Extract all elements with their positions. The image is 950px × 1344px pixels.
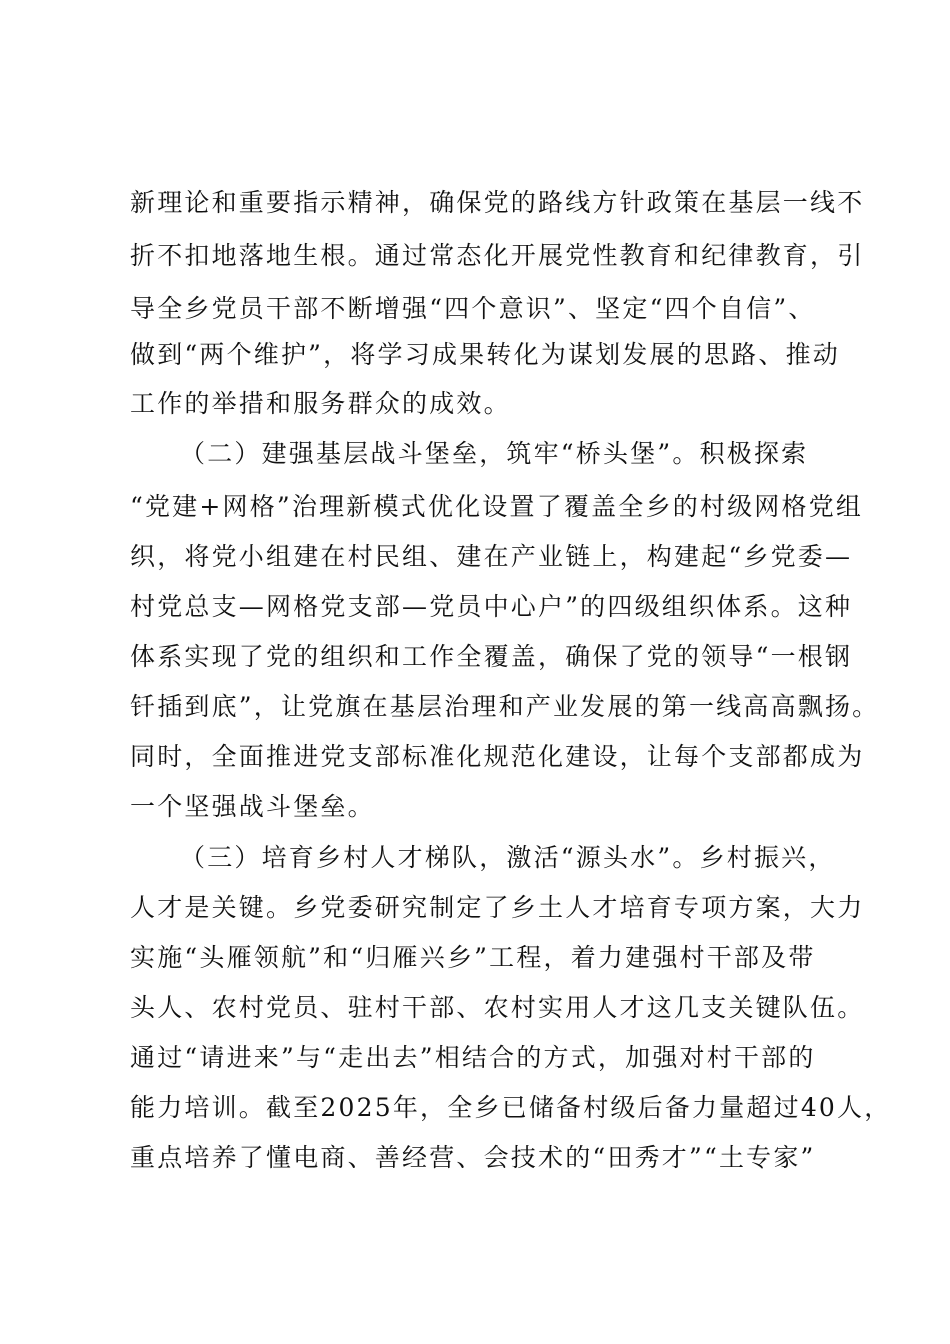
body-text-line: 同时，全面推进党支部标准化规范化建设，让每个支部都成为 (130, 742, 865, 771)
body-text-line: 能力培训。截至2025年，全乡已储备村级后备力量超过40人， (130, 1093, 892, 1122)
body-text-line: 人才是关键。乡党委研究制定了乡土人才培育专项方案，大力 (130, 893, 865, 922)
body-text-line: 一个坚强战斗堡垒。 (130, 792, 375, 821)
body-text-line: 体系实现了党的组织和工作全覆盖，确保了党的领导“一根钢 (130, 642, 853, 671)
body-text-line: 重点培养了懂电商、善经营、会技术的“田秀才”“土专家” (130, 1143, 816, 1172)
body-text-line: 通过“请进来”与“走出去”相结合的方式，加强对村干部的 (130, 1043, 816, 1072)
section-heading-line: （三）培育乡村人才梯队，激活“源头水”。乡村振兴， (180, 843, 836, 872)
body-text-line: 新理论和重要指示精神，确保党的路线方针政策在基层一线不 (130, 188, 865, 217)
body-text-line: 做到“两个维护”，将学习成果转化为谋划发展的思路、推动 (130, 340, 840, 369)
body-text-line: “党建+网格”治理新模式优化设置了覆盖全乡的村级网格党组 (130, 492, 864, 521)
body-text-line: 折不扣地落地生根。通过常态化开展党性教育和纪律教育，引 (130, 241, 865, 270)
body-text-line: 实施“头雁领航”和“归雁兴乡”工程，着力建强村干部及带 (130, 943, 816, 972)
body-text-line: 村党总支—网格党支部—党员中心户”的四级组织体系。这种 (130, 592, 853, 621)
body-text-line: 钎插到底”，让党旗在基层治理和产业发展的第一线高高飘扬。 (130, 692, 880, 721)
section-heading-line: （二）建强基层战斗堡垒，筑牢“桥头堡”。积极探索 (180, 439, 809, 468)
body-text-line: 织，将党小组建在村民组、建在产业链上，构建起“乡党委— (130, 542, 853, 571)
body-text-line: 导全乡党员干部不断增强“四个意识”、坚定“四个自信”、 (130, 294, 816, 323)
body-text-line: 工作的举措和服务群众的成效。 (130, 389, 511, 418)
body-text-line: 头人、农村党员、驻村干部、农村实用人才这几支关键队伍。 (130, 993, 865, 1022)
